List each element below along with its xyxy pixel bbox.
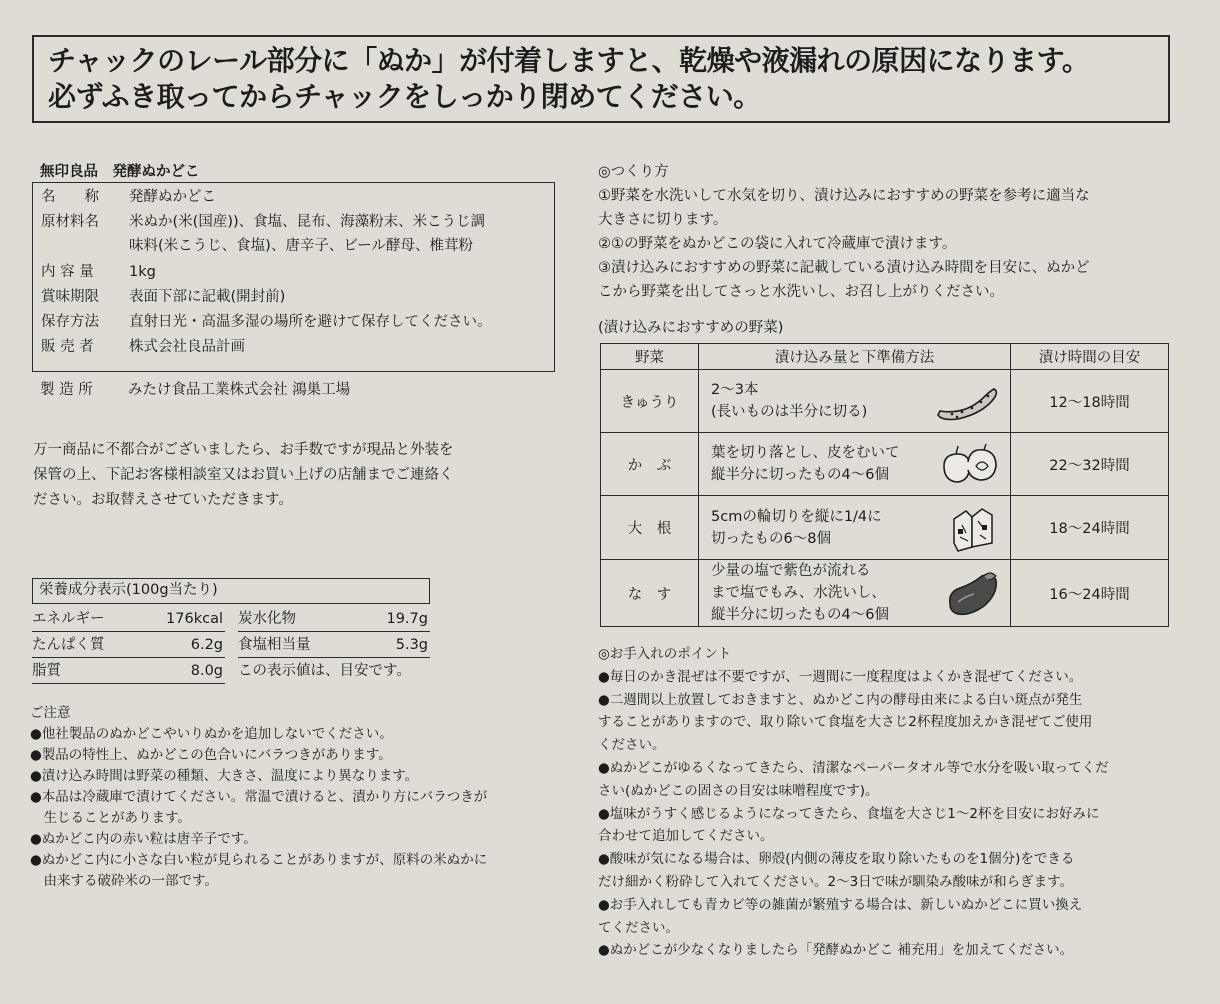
care-line: ●ぬかどこがゆるくなってきたら、清潔なペーパータオル等で水分を吸い取ってくだ bbox=[598, 759, 1109, 776]
info-label: 原材料名 bbox=[41, 214, 99, 230]
cucumber-icon bbox=[934, 381, 1000, 421]
prep-cell bbox=[699, 560, 1011, 627]
prep-text: 2〜3本 (長いものは半分に切る) bbox=[711, 382, 868, 420]
table-row bbox=[601, 496, 1169, 560]
nutrition-label: 食塩相当量 bbox=[238, 637, 311, 653]
nutrition-label: たんぱく質 bbox=[32, 637, 105, 653]
customer-notice bbox=[33, 438, 454, 513]
turnip-icon bbox=[940, 442, 1000, 486]
method-title: ◎つくり方 bbox=[598, 164, 669, 180]
prep-cell bbox=[699, 370, 1011, 433]
nutrition-row-fat bbox=[32, 658, 225, 684]
nutrition-row-protein bbox=[32, 632, 225, 658]
care-line: ●二週間以上放置しておきますと、ぬかどこ内の酵母由来による白い斑点が発生 bbox=[598, 691, 1083, 708]
care-line: てください。 bbox=[598, 919, 679, 936]
table-row bbox=[601, 370, 1169, 433]
vegetables-title: (漬け込みにおすすめの野菜) bbox=[598, 320, 784, 336]
manufacturer bbox=[40, 378, 350, 402]
caution-line: ●製品の特性上、ぬかどこの色合いにバラつきがあります。 bbox=[30, 747, 392, 763]
caution-section bbox=[30, 703, 487, 892]
caution-line: ●他社製品のぬかどこやいりぬかを追加しないでください。 bbox=[30, 726, 393, 742]
vegetable-name: か ぶ bbox=[601, 433, 699, 496]
care-line: ●ぬかどこが少なくなりましたら「発酵ぬかどこ 補充用」を加えてください。 bbox=[598, 942, 1074, 959]
pickling-time: 18〜24時間 bbox=[1011, 496, 1169, 560]
table-row bbox=[601, 560, 1169, 627]
column-header: 野菜 bbox=[601, 344, 699, 370]
nutrition-value: 6.2g bbox=[190, 637, 223, 653]
vegetable-name: 大 根 bbox=[601, 496, 699, 560]
method-section bbox=[598, 160, 1090, 304]
pickling-time: 16〜24時間 bbox=[1011, 560, 1169, 627]
warning-line-2: 必ずふき取ってからチャックをしっかり閉めてください。 bbox=[48, 80, 761, 113]
info-label: 保存方法 bbox=[41, 314, 99, 330]
info-value: 株式会社良品計画 bbox=[129, 339, 245, 355]
nutrition-value: 176kcal bbox=[166, 611, 223, 627]
info-label: 販 売 者 bbox=[41, 339, 94, 355]
nutrition-label: 炭水化物 bbox=[238, 611, 296, 627]
info-value: 表面下部に記載(開封前) bbox=[129, 289, 286, 305]
info-value: 発酵ぬかどこ bbox=[129, 189, 216, 205]
vegetables-table bbox=[600, 343, 1169, 627]
care-line: ●毎日のかき混ぜは不要ですが、一週間に一度程度はよくかき混ぜてください。 bbox=[598, 668, 1083, 685]
product-info-table bbox=[32, 182, 555, 372]
table-header-row bbox=[601, 344, 1169, 370]
prep-text: 葉を切り落とし、皮をむいて 縦半分に切ったもの4〜6個 bbox=[711, 445, 900, 483]
info-value: 味料(米こうじ、食塩)、唐辛子、ビール酵母、椎茸粉 bbox=[129, 238, 473, 254]
care-line: ください。 bbox=[598, 737, 666, 754]
nutrition-title: 栄養成分表示(100g当たり) bbox=[32, 578, 430, 604]
nutrition-value: 8.0g bbox=[190, 663, 223, 679]
nutrition-value: 19.7g bbox=[386, 611, 428, 627]
caution-line: ●漬け込み時間は野菜の種類、大きさ、温度により異なります。 bbox=[30, 768, 419, 784]
nutrition-row-salt bbox=[238, 632, 430, 658]
care-line: ●お手入れしても青カビ等の雑菌が繁殖する場合は、新しいぬかどこに買い換え bbox=[598, 896, 1083, 913]
prep-text: 5cmの輪切りを縦に1/4に 切ったもの6〜8個 bbox=[711, 508, 882, 547]
pickling-time: 12〜18時間 bbox=[1011, 370, 1169, 433]
prep-cell bbox=[699, 496, 1011, 560]
info-value: 1kg bbox=[129, 264, 156, 280]
notice-line: ださい。お取替えさせていただきます。 bbox=[33, 492, 293, 508]
caution-line: 由来する破砕米の一部です。 bbox=[30, 873, 218, 889]
method-line: ②①の野菜をぬかどこの袋に入れて冷蔵庫で漬けます。 bbox=[598, 236, 957, 252]
nutrition-row-carbs bbox=[238, 606, 430, 632]
nutrition-value: 5.3g bbox=[395, 637, 428, 653]
prep-text: 少量の塩で紫色が流れる まで塩でもみ、水洗いし、 縦半分に切ったもの4〜6個 bbox=[711, 563, 889, 623]
info-label: 名 称 bbox=[41, 189, 99, 205]
method-line: ③漬け込みにおすすめの野菜に記載している漬け込み時間を目安に、ぬかど bbox=[598, 260, 1090, 276]
nutrition-note: この表示値は、目安です。 bbox=[238, 663, 411, 679]
nutrition-label: 脂質 bbox=[32, 663, 61, 679]
product-title: 無印良品 発酵ぬかどこ bbox=[40, 164, 200, 180]
daikon-icon bbox=[948, 503, 1000, 553]
column-header: 漬け込み量と下準備方法 bbox=[699, 344, 1011, 370]
warning-box bbox=[32, 35, 1170, 123]
care-line: することがありますので、取り除いて食塩を大さじ2杯程度加えかき混ぜてご使用 bbox=[598, 714, 1093, 731]
manufacturer-label: 製 造 所 bbox=[40, 382, 93, 398]
care-line: さい(ぬかどこの固さの目安は味噌程度です)。 bbox=[598, 782, 879, 799]
caution-line: ●本品は冷蔵庫で漬けてください。常温で漬けると、漬かり方にバラつきが bbox=[30, 789, 488, 805]
caution-title: ご注意 bbox=[30, 705, 71, 721]
care-line: だけ細かく粉砕して入れてください。2〜3日で味が馴染み酸味が和らぎます。 bbox=[598, 873, 1074, 890]
nutrition-row-energy bbox=[32, 606, 225, 632]
info-label: 内 容 量 bbox=[41, 264, 94, 280]
info-value: 直射日光・高温多湿の場所を避けて保存してください。 bbox=[129, 314, 492, 330]
care-title: ◎お手入れのポイント bbox=[598, 646, 732, 662]
column-header: 漬け時間の目安 bbox=[1011, 344, 1169, 370]
nutrition-label: エネルギー bbox=[32, 611, 105, 627]
method-line: こから野菜を出してさっと水洗いし、お召し上がりください。 bbox=[598, 284, 1004, 300]
eggplant-icon bbox=[944, 568, 1000, 618]
vegetable-name: な す bbox=[601, 560, 699, 627]
method-line: ①野菜を水洗いして水気を切り、漬け込みにおすすめの野菜を参考に適当な bbox=[598, 188, 1090, 204]
info-value: 米ぬか(米(国産))、食塩、昆布、海藻粉末、米こうじ調 bbox=[129, 214, 486, 230]
care-line: ●塩味がうすく感じるようになってきたら、食塩を大さじ1〜2杯を目安にお好みに bbox=[598, 805, 1100, 822]
info-label: 賞味期限 bbox=[41, 289, 99, 305]
caution-line: ●ぬかどこ内に小さな白い粒が見られることがありますが、原料の米ぬかに bbox=[30, 852, 488, 868]
manufacturer-value: みたけ食品工業株式会社 鴻巣工場 bbox=[128, 382, 351, 398]
care-line: 合わせて追加してください。 bbox=[598, 828, 774, 845]
care-line: ●酸味が気になる場合は、卵殻(内側の薄皮を取り除いたものを1個分)をできる bbox=[598, 851, 1075, 868]
vegetable-name: きゅうり bbox=[601, 370, 699, 433]
caution-line: ●ぬかどこ内の赤い粒は唐辛子です。 bbox=[30, 831, 257, 847]
table-row bbox=[601, 433, 1169, 496]
warning-line-1: チャックのレール部分に「ぬか」が付着しますと、乾燥や液漏れの原因になります。 bbox=[48, 44, 1090, 77]
prep-cell bbox=[699, 433, 1011, 496]
method-line: 大きさに切ります。 bbox=[598, 212, 728, 228]
pickling-time: 22〜32時間 bbox=[1011, 433, 1169, 496]
care-section bbox=[598, 643, 1109, 962]
notice-line: 保管の上、下記お客様相談室又はお買い上げの店舗までご連絡く bbox=[33, 467, 454, 483]
caution-line: 生じることがあります。 bbox=[30, 810, 191, 826]
notice-line: 万一商品に不都合がございましたら、お手数ですが現品と外装を bbox=[33, 442, 454, 458]
